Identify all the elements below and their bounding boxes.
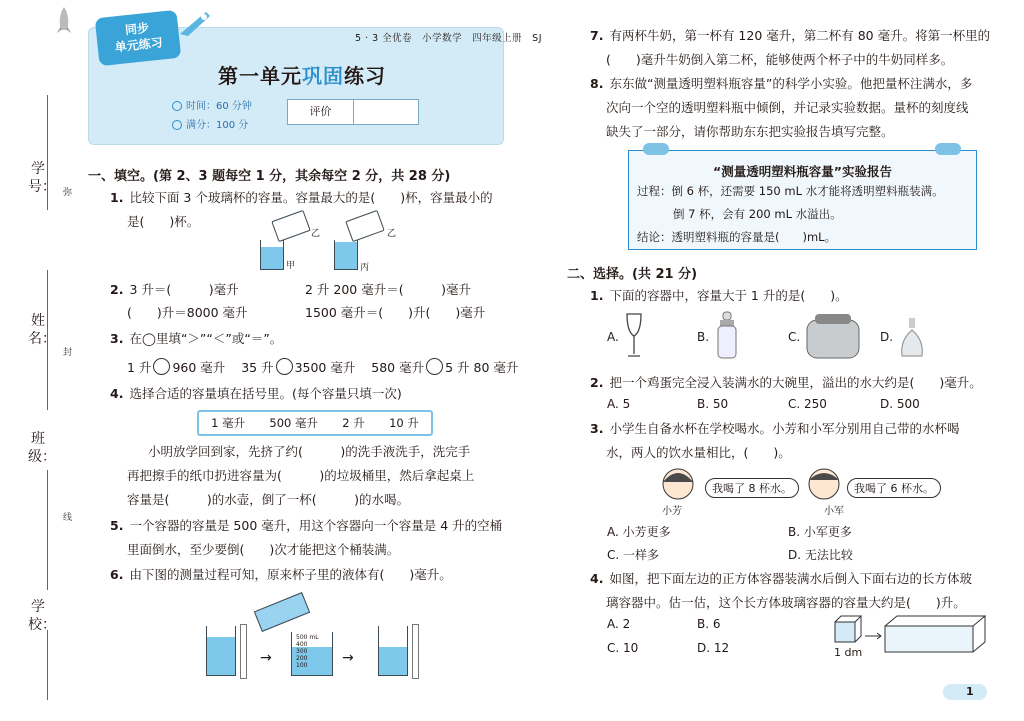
question-2 (110, 281, 239, 298)
evaluation-label: 评价 (288, 100, 354, 124)
question-number: 3. (590, 421, 604, 436)
option-a[interactable]: A. 小芳更多 (607, 525, 671, 539)
cup-label: 乙 (387, 229, 397, 239)
question-text: 小学生自备水杯在学校喝水。小芳和小军分别用自己带的水杯喝 (609, 421, 960, 436)
choice-2 (590, 374, 982, 391)
gutter-label-name: 姓名： (28, 313, 56, 347)
rice-cooker-icon (803, 312, 863, 360)
capacity-options-box (197, 410, 433, 436)
question-text: 由下图的测量过程可知，原来杯子里的液体有( )毫升。 (129, 567, 452, 582)
tick: 200 (296, 655, 308, 662)
boy-name: 小军 (824, 506, 844, 517)
clip-icon (935, 143, 961, 155)
option-c[interactable]: C. 10 (607, 641, 639, 655)
capacity-option: 2 升 (342, 416, 365, 430)
choice-3 (590, 420, 959, 437)
tick: 300 (296, 648, 308, 655)
measuring-ticks (296, 634, 319, 669)
clip-icon (643, 143, 669, 155)
gutter-label-id: 学号： (28, 161, 56, 195)
capacity-option: 10 升 (389, 416, 419, 430)
clock-icon (172, 101, 182, 111)
compare-right: 3500 毫升 (294, 360, 356, 375)
gutter-line (47, 630, 48, 700)
evaluation-box (287, 99, 419, 125)
gutter-label-school: 学校： (28, 599, 56, 633)
choice-1 (590, 287, 848, 304)
report-title: “测量透明塑料瓶容量”实验报告 (713, 164, 892, 179)
choice-4-line2: 璃容器中。估一估，这个长方体玻璃容器的容量大约是( )升。 (606, 595, 966, 610)
experiment-report (628, 150, 977, 250)
rocket-icon (176, 8, 216, 38)
question-text: 一个容器的容量是 500 毫升，用这个容器向一个容量是 4 升的空桶 (129, 518, 503, 533)
question-5-line2: 里面倒水，至少要倒( )次才能把这个桶装满。 (127, 542, 400, 557)
question-8-line3: 缺失了一部分，请你帮助东东把实验报告填写完整。 (606, 124, 894, 139)
question-text: 在◯里填“＞”“＜”或“＝”。 (129, 331, 283, 346)
question-number: 2. (590, 375, 604, 390)
question-number: 8. (590, 76, 604, 91)
cut-mark: 封 (63, 348, 73, 358)
option-b[interactable]: B. 6 (697, 617, 721, 631)
unit-stamp (95, 10, 182, 66)
option-a[interactable]: A. 5 (607, 397, 631, 411)
title-part: 第一单元 (218, 64, 302, 88)
question-4 (110, 385, 402, 402)
question-2c: ( )升＝8000 毫升 (127, 305, 248, 320)
evaluation-blank[interactable] (354, 100, 418, 124)
boy-speech: 我喝了 6 杯水。 (847, 478, 941, 498)
question-number: 3. (110, 331, 124, 346)
option-a[interactable]: A. 2 (607, 617, 631, 631)
capacity-option: 1 毫升 (211, 416, 246, 430)
question-number: 4. (590, 571, 604, 586)
option-label[interactable]: D. (880, 330, 894, 344)
stamp-line: 单元练习 (114, 35, 164, 55)
dimension-label: 1 dm (834, 646, 863, 659)
score-text: 满分：100 分 (186, 120, 249, 131)
question-text: 如图，把下面左边的正方体容器装满水后倒入下面右边的长方体玻 (609, 571, 972, 586)
dropper-bottle-icon (897, 316, 927, 358)
question-8 (590, 75, 972, 92)
report-process-2: 倒 7 杯，会有 200 mL 水溢出。 (673, 207, 842, 221)
capacity-option: 500 毫升 (269, 416, 319, 430)
gutter-label-class: 班级： (28, 431, 56, 465)
compare-right: 960 毫升 (172, 360, 226, 375)
question-3 (110, 330, 282, 347)
title-highlight: 巩固 (302, 64, 344, 88)
cut-mark: 弥 (63, 188, 73, 198)
page-title (218, 60, 386, 89)
question-1-line2: 是( )杯。 (127, 214, 200, 229)
cut-mark: 线 (63, 513, 73, 523)
option-d[interactable]: D. 无法比较 (788, 548, 853, 562)
report-process: 过程：倒 6 杯，还需要 150 mL 水才能将透明塑料瓶装满。 (637, 184, 944, 198)
compare-left: 1 升 (127, 360, 152, 375)
section-choice: 二、选择。(共 21 分) (567, 267, 698, 282)
option-label[interactable]: C. (788, 330, 801, 344)
page-number: 1 (966, 685, 974, 698)
question-8-line2: 次向一个空的透明塑料瓶中倾倒，并记录实验数据。量杯的刻度线 (606, 100, 969, 115)
beaker-start (206, 626, 236, 676)
ruler (240, 624, 247, 679)
arrow-icon: → (260, 650, 272, 666)
tick: 400 (296, 641, 308, 648)
time-info (172, 97, 252, 112)
option-c[interactable]: C. 250 (788, 397, 827, 411)
check-icon (172, 120, 182, 130)
question-number: 6. (110, 567, 124, 582)
question-number: 1. (590, 288, 604, 303)
cup-bing (334, 240, 358, 270)
question-text: 有两杯牛奶，第一杯有 120 毫升，第二杯有 80 毫升。将第一杯里的 (609, 28, 991, 43)
girl-name: 小芳 (662, 506, 682, 517)
choice-3-line2: 水，两人的饮水量相比，( )。 (606, 445, 791, 460)
report-conclusion: 结论：透明塑料瓶的容量是( )mL。 (637, 230, 837, 244)
question-4-line1: 小明放学回到家，先挤了约( )的洗手液洗手，洗完手 (148, 444, 471, 459)
question-1 (110, 189, 493, 206)
question-2b: 2 升 200 毫升＝( )毫升 (305, 282, 471, 297)
cup-jia (260, 240, 284, 270)
stamp-line: 同步 (124, 20, 150, 38)
girl-avatar (658, 466, 698, 502)
question-5 (110, 517, 502, 534)
question-3-items (127, 358, 518, 376)
question-number: 5. (110, 518, 124, 533)
question-7 (590, 27, 990, 44)
tick: 100 (296, 662, 308, 669)
question-2d: 1500 毫升＝( )升( )毫升 (305, 305, 486, 320)
boy-avatar (804, 466, 844, 502)
cup-label: 乙 (311, 229, 321, 239)
option-b[interactable]: B. 50 (697, 397, 729, 411)
question-number: 7. (590, 28, 604, 43)
page-number-badge (943, 684, 987, 700)
question-text: 东东做“测量透明塑料瓶容量”的科学小实验。他把量杯注满水，多 (609, 76, 973, 91)
option-c[interactable]: C. 一样多 (607, 548, 660, 562)
question-4-line2: 再把擦手的纸巾扔进容量为( )的垃圾桶里，然后拿起桌上 (127, 468, 475, 483)
compare-right: 5 升 80 毫升 (445, 360, 519, 375)
compare-circle[interactable] (153, 358, 170, 375)
tick: 500 mL (296, 634, 319, 641)
option-label[interactable]: A. (607, 330, 619, 344)
question-7-line2: ( )毫升牛奶倒入第二杯，能够使两个杯子中的牛奶同样多。 (606, 52, 954, 67)
ruler (412, 624, 419, 679)
question-number: 2. (110, 282, 124, 297)
title-part: 练习 (344, 64, 386, 88)
tilted-cup (345, 210, 384, 242)
compare-left: 35 升 (241, 360, 274, 375)
option-label[interactable]: B. (697, 330, 710, 344)
question-text: 把一个鸡蛋完全浸入装满水的大碗里，溢出的水大约是( )毫升。 (609, 375, 982, 390)
tilted-cup (271, 210, 310, 242)
beaker-end (378, 626, 408, 676)
section-fill-blank: 一、填空。(第 2、3 题每空 1 分，其余每空 2 分，共 28 分) (88, 169, 451, 184)
cup-label: 甲 (286, 261, 296, 271)
compare-circle[interactable] (276, 358, 293, 375)
gutter-line (47, 470, 48, 590)
question-text: 下面的容器中，容量大于 1 升的是( )。 (609, 288, 848, 303)
option-d[interactable]: D. 500 (880, 397, 920, 411)
arrow-icon: → (342, 650, 354, 666)
question-number: 4. (110, 386, 124, 401)
book-meta: 5 · 3 全优卷 小学数学 四年级上册 SJ (355, 33, 542, 44)
pouring-cup (254, 592, 310, 632)
rocket-icon (55, 6, 73, 36)
score-info (172, 116, 248, 131)
time-text: 时间：60 分钟 (186, 101, 252, 112)
wine-glass-icon (623, 312, 645, 360)
question-text: 选择合适的容量填在括号里。(每个容量只填一次) (129, 386, 402, 401)
choice-4 (590, 570, 972, 587)
option-b[interactable]: B. 小军更多 (788, 525, 852, 539)
question-6 (110, 566, 452, 583)
compare-left: 580 毫升 (371, 360, 425, 375)
option-d[interactable]: D. 12 (697, 641, 730, 655)
question-text: 3 升＝( )毫升 (129, 282, 239, 297)
compare-circle[interactable] (426, 358, 443, 375)
cup-label: 丙 (360, 263, 370, 273)
girl-speech: 我喝了 8 杯水。 (705, 478, 799, 498)
question-text: 比较下面 3 个玻璃杯的容量。容量最大的是( )杯，容量最小的 (129, 190, 493, 205)
question-number: 1. (110, 190, 124, 205)
baby-bottle-icon (714, 310, 742, 360)
question-4-line3: 容量是( )的水壶，倒了一杯( )的水喝。 (127, 492, 410, 507)
